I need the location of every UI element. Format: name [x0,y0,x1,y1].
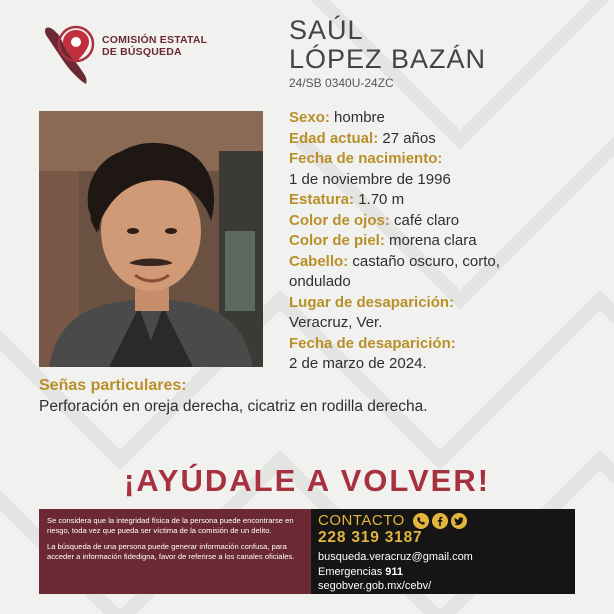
skin-color-value: morena clara [389,232,477,249]
contact-title: CONTACTO [318,512,405,529]
person-portrait-illustration [39,111,263,367]
disclaimer-paragraph-1: Se considera que la integridad física de la persona puede encontrarse en riesgo, toda vez que pueda ser víctima de la comisión de un delito. [47,516,294,535]
eye-color-label: Color de ojos: [289,211,390,229]
birthdate-row [289,149,589,170]
person-name [289,16,486,74]
emergency-line [318,565,568,579]
details-panel [289,108,589,375]
person-first-name: SAÚL [289,15,364,45]
veracruz-map-pin-icon [40,22,102,86]
disappearance-date-value: 2 de marzo de 2024. [289,355,427,372]
height-label: Estatura: [289,191,355,208]
disappearance-date-row [289,334,589,355]
birthdate-label: Fecha de nacimiento: [289,150,443,167]
agency-logo [40,22,220,88]
sex-row [289,108,589,129]
hair-value-line2: ondulado [289,273,351,290]
agency-name-line1: COMISIÓN ESTATAL [102,34,208,46]
contact-box [311,509,575,594]
agency-name-line2: DE BÚSQUEDA [102,46,182,58]
whatsapp-icon[interactable] [413,513,429,529]
hair-label: Cabello: [289,252,349,270]
disappearance-place-value: Veracruz, Ver. [289,314,383,331]
disclaimer-box [39,509,311,594]
hair-row [289,252,589,273]
emergency-label: Emergencias [318,566,383,578]
height-row [289,190,589,211]
facebook-icon[interactable] [432,513,448,529]
contact-phone[interactable]: 228 319 3187 [318,529,423,546]
eye-color-row [289,211,589,232]
age-value: 27 años [382,129,436,147]
disappearance-date-label: Fecha de desaparición: [289,334,456,352]
birthdate-value: 1 de noviembre de 1996 [289,170,451,188]
sex-label: Sexo: [289,109,330,126]
height-value: 1.70 m [358,191,405,208]
eye-color-value: café claro [394,211,460,229]
twitter-icon[interactable] [451,513,467,529]
hair-value-line1: castaño oscuro, corto, [352,252,500,270]
distinguishing-marks-value: Perforación en oreja derecha, cicatriz en rodilla derecha. [39,398,428,415]
disclaimer-paragraph-2: La búsqueda de una persona puede generar información confusa, para acceder a información fidedigna, favor de referirse a los canales oficiales. [47,542,295,561]
skin-color-row [289,231,589,252]
age-row [289,129,589,150]
contact-email[interactable]: busqueda.veracruz@gmail.com [318,551,473,563]
sex-value: hombre [334,109,385,126]
contact-website[interactable]: segobver.gob.mx/cebv/ [318,580,432,592]
age-label: Edad actual: [289,129,379,147]
person-photo [39,111,263,367]
contact-header [318,512,568,529]
case-folio: 24/SB 0340U-24ZC [289,76,394,90]
skin-color-label: Color de piel: [289,232,385,249]
person-last-name: LÓPEZ BAZÁN [289,44,487,74]
disappearance-place-row [289,293,589,314]
distinguishing-marks-label: Señas particulares: [39,377,187,394]
emergency-number[interactable]: 911 [385,566,404,578]
disappearance-place-label: Lugar de desaparición: [289,293,455,311]
call-to-action-headline: ¡AYÚDALE A VOLVER! [123,463,491,498]
